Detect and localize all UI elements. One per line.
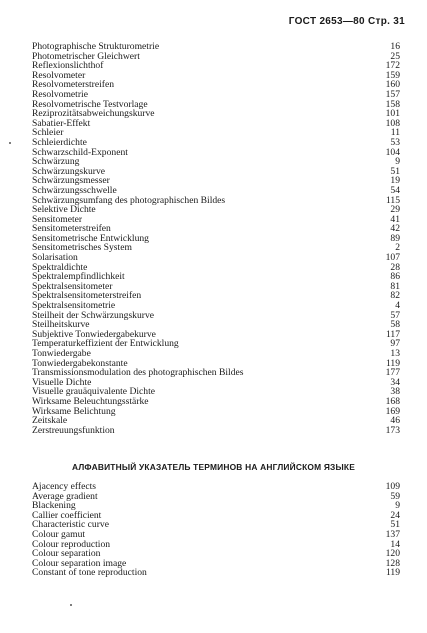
index-page-number: 81 [390, 280, 400, 292]
page-header: ГОСТ 2653—80 Стр. 31 [288, 16, 405, 27]
index-term: Photographische Strukturometrie [32, 41, 160, 52]
index-term: Callier coefficient [32, 509, 102, 521]
index-term: Sensitometrische Entwicklung [32, 232, 149, 244]
index-term: Steilheitskurve [32, 319, 90, 331]
index-term: Colour gamut [32, 528, 86, 540]
index-page-number: 115 [385, 194, 400, 206]
index-page-number: 86 [390, 271, 400, 283]
index-term: Schwärzungsmesser [32, 175, 110, 187]
index-term: Tonwiedergabekonstante [32, 357, 128, 369]
index-term: Spektralempfindlichkeit [32, 271, 125, 283]
index-page-number: 159 [385, 69, 400, 81]
index-term: Schwärzungsumfang des photographischen Bildes [32, 194, 226, 206]
index-entry [32, 205, 400, 215]
index-term: Resolvometerstreifen [32, 79, 115, 91]
index-entry [32, 128, 400, 138]
index-page-number: 9 [395, 156, 400, 168]
index-term: Colour reproduction [32, 538, 111, 550]
index-page-number: 101 [385, 108, 400, 120]
index-page-number: 54 [390, 184, 400, 196]
index-term: Schwärzung [32, 156, 80, 168]
index-page-number: 128 [385, 557, 400, 569]
index-page-number: 11 [390, 127, 400, 139]
index-term: Resolvometrische Testvorlage [32, 98, 148, 110]
index-term: Schwarzschild-Exponent [32, 146, 128, 158]
index-page-number: 41 [390, 213, 400, 225]
index-entry [32, 568, 400, 578]
index-term: Tonwiedergabe [32, 348, 91, 359]
index-term: Photometrischer Gleichwert [32, 50, 140, 62]
index-page-number: 9 [395, 500, 400, 512]
index-term: Zerstreuungsfunktion [32, 424, 115, 436]
index-term: Sensitometerstreifen [32, 223, 111, 235]
scan-speck [9, 142, 11, 144]
index-term: Spektraldichte [32, 261, 88, 273]
index-entry [32, 243, 400, 253]
index-entry [32, 61, 400, 71]
index-page-number: 42 [390, 223, 400, 235]
index-entry [32, 407, 400, 417]
index-page-number: 109 [385, 481, 400, 492]
index-page-number: 120 [385, 548, 400, 560]
index-entry [32, 520, 400, 530]
index-page-number: 158 [385, 98, 400, 110]
index-term: Visuelle Dichte [32, 376, 92, 388]
index-page-number: 168 [385, 395, 400, 407]
index-entry [32, 253, 400, 263]
index-page-number: 28 [390, 261, 400, 273]
index-entry [32, 119, 400, 129]
index-term: Selektive Dichte [32, 204, 96, 216]
index-term: Schwärzungsschwelle [32, 184, 117, 196]
index-page-number: 57 [390, 309, 400, 321]
index-term: Ajacency effects [32, 481, 97, 492]
index-page-number: 53 [390, 136, 400, 148]
index-term: Wirksame Beleuchtungsstärke [32, 395, 149, 407]
index-entry [32, 148, 400, 158]
english-term-index [32, 482, 400, 578]
index-page-number: 117 [385, 328, 400, 340]
scan-speck [70, 604, 72, 606]
index-page-number: 46 [390, 415, 400, 427]
index-page-number: 108 [385, 117, 400, 129]
index-page-number: 173 [385, 424, 400, 436]
index-page-number: 24 [390, 509, 400, 521]
index-term: Transmissionsmodulation des photographischen Bildes [32, 367, 244, 379]
index-term: Blackening [32, 500, 76, 512]
index-page-number: 104 [385, 146, 400, 158]
index-term: Visuelle grauäquivalente Dichte [32, 386, 156, 398]
index-term: Spektralsensitometrie [32, 300, 116, 312]
index-page-number: 59 [390, 490, 400, 502]
index-page-number: 58 [390, 319, 400, 331]
index-page-number: 82 [390, 290, 400, 302]
index-page-number: 29 [390, 204, 400, 216]
index-term: Characteristic curve [32, 519, 109, 531]
index-term: Sensitometrisches System [32, 242, 132, 254]
index-page-number: 51 [390, 165, 400, 177]
index-term: Colour separation image [32, 557, 127, 569]
index-term: Temperaturkeffizient der Entwicklung [32, 338, 179, 350]
index-entry [32, 426, 400, 436]
section-title: АЛФАВИТНЫЙ УКАЗАТЕЛЬ ТЕРМИНОВ НА АНГЛИЙСКОМ ЯЗЫКЕ [72, 462, 355, 472]
index-page-number: 89 [390, 232, 400, 244]
index-page-number: 51 [390, 519, 400, 531]
index-term: Reflexionslichthof [32, 60, 104, 72]
index-term: Average gradient [32, 490, 98, 502]
index-term: Subjektive Tonwiedergabekurve [32, 328, 156, 340]
index-term: Resolvometrie [32, 88, 88, 100]
index-page-number: 2 [395, 242, 400, 254]
index-term: Resolvometer [32, 69, 86, 81]
index-page-number: 97 [390, 338, 400, 350]
index-term: Solarisation [32, 252, 78, 264]
index-page-number: 119 [385, 567, 400, 579]
index-page-number: 25 [390, 50, 400, 62]
index-term: Sabatier-Effekt [32, 117, 91, 129]
index-page-number: 38 [390, 386, 400, 398]
index-page-number: 4 [395, 300, 400, 312]
index-term: Wirksame Belichtung [32, 405, 116, 417]
index-term: Spektralsensitometerstreifen [32, 290, 142, 302]
index-term: Constant of tone reproduction [32, 567, 147, 579]
index-term: Schleierdichte [32, 136, 87, 148]
index-term: Schwärzungskurve [32, 165, 105, 177]
index-page-number: 19 [390, 175, 400, 187]
index-page-number: 34 [390, 376, 400, 388]
index-page-number: 137 [385, 528, 400, 540]
german-term-index [32, 42, 400, 435]
index-page-number: 13 [390, 348, 400, 359]
index-page-number: 177 [385, 367, 400, 379]
index-page-number: 172 [385, 60, 400, 72]
index-term: Schleier [32, 127, 64, 139]
index-page-number: 119 [385, 357, 400, 369]
index-page-number: 160 [385, 79, 400, 91]
index-term: Steilheit der Schwärzungskurve [32, 309, 155, 321]
index-term: Sensitometer [32, 213, 83, 225]
index-term: Colour separation [32, 548, 101, 560]
index-term: Reziprozitätsabweichungskurve [32, 108, 155, 120]
index-page-number: 157 [385, 88, 400, 100]
index-page-number: 169 [385, 405, 400, 417]
index-page-number: 16 [390, 41, 400, 52]
index-page-number: 14 [390, 538, 400, 550]
index-term: Zeitskale [32, 415, 68, 427]
index-page-number: 107 [385, 252, 400, 264]
index-entry [32, 492, 400, 502]
index-term: Spektralsensitometer [32, 280, 113, 292]
